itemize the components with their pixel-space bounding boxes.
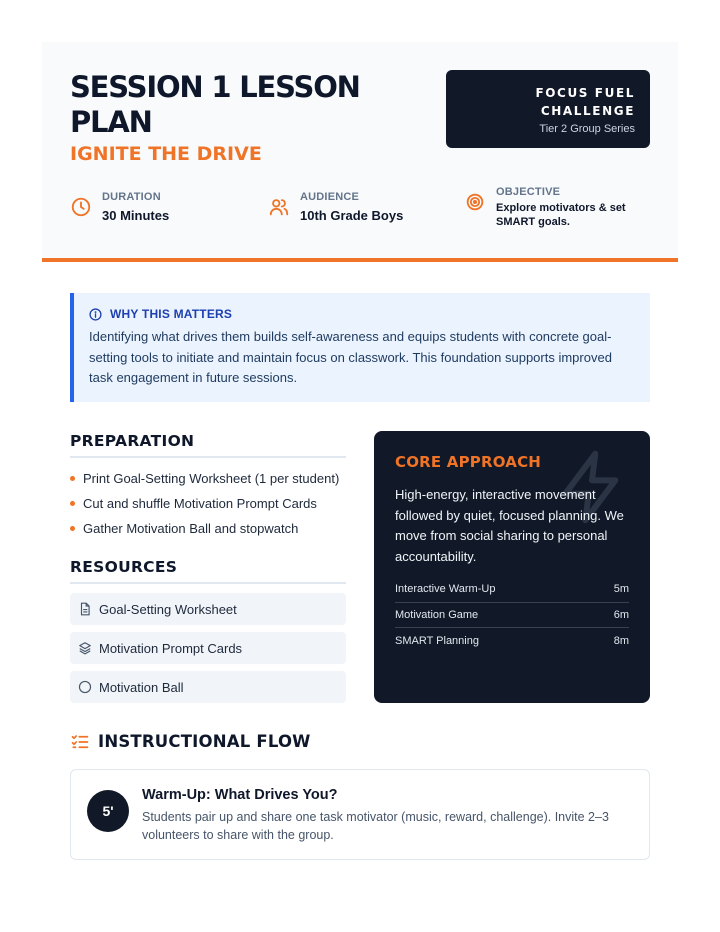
why-text: Identifying what drives them builds self-awareness and equips students with concrete goal-setting tools to initiate and maintain focus on classwork. This foundation supports improved task engagement in future sessions. [89, 329, 612, 385]
meta-duration [70, 190, 169, 224]
resource-label: Motivation Ball [99, 679, 184, 695]
resource-item [70, 671, 346, 703]
meta-label: AUDIENCE [300, 191, 360, 203]
list-item: Cut and shuffle Motivation Prompt Cards [70, 491, 346, 516]
timeline-row [395, 577, 629, 603]
page-subtitle: IGNITE THE DRIVE [70, 143, 262, 165]
resource-label: Motivation Prompt Cards [99, 640, 243, 656]
target-icon [464, 191, 486, 213]
checklist-icon [70, 733, 90, 751]
meta-value: 30 Minutes [102, 208, 170, 223]
timeline-row [395, 628, 629, 654]
timeline-label: Motivation Game [395, 608, 479, 621]
badge-subtitle: Tier 2 Group Series [539, 123, 635, 135]
timeline-time: 6m [613, 608, 629, 621]
why-this-matters-callout [70, 293, 650, 402]
resource-label: Goal-Setting Worksheet [99, 601, 237, 617]
preparation-list [70, 466, 346, 541]
step-duration-badge: 5' [87, 790, 129, 832]
timeline-label: Interactive Warm-Up [395, 583, 496, 596]
users-icon [268, 196, 290, 218]
meta-objective [464, 185, 636, 229]
header [42, 42, 678, 262]
core-heading: CORE APPROACH [395, 453, 542, 471]
meta-label: OBJECTIVE [496, 186, 561, 198]
why-heading [89, 307, 632, 321]
core-timeline [395, 577, 629, 654]
info-icon [89, 308, 102, 321]
meta-value: 10th Grade Boys [300, 208, 404, 223]
resource-item [70, 632, 346, 664]
timeline-row [395, 603, 629, 629]
layers-icon [78, 641, 92, 655]
lesson-plan-page [42, 42, 678, 842]
page-title: SESSION 1 LESSON PLAN [70, 70, 360, 139]
preparation-heading: PREPARATION [70, 432, 346, 458]
meta-audience [268, 190, 403, 224]
list-item: Print Goal-Setting Worksheet (1 per student) [70, 466, 346, 491]
resource-item [70, 593, 346, 625]
timeline-label: SMART Planning [395, 634, 479, 647]
resources-heading: RESOURCES [70, 558, 346, 584]
step-title: Warm-Up: What Drives You? [142, 787, 338, 803]
series-badge [446, 70, 650, 148]
timeline-time: 5m [613, 583, 629, 596]
document-icon [78, 602, 92, 616]
meta-value: Explore motivators & set SMART goals. [496, 202, 626, 228]
list-item: Gather Motivation Ball and stopwatch [70, 516, 346, 541]
why-heading-label: WHY THIS MATTERS [110, 307, 233, 321]
meta-label: DURATION [102, 191, 161, 203]
flow-step-card [70, 769, 650, 860]
instructional-flow-heading [70, 732, 311, 751]
badge-title: FOCUS FUEL CHALLENGE [535, 86, 635, 118]
circle-icon [78, 680, 92, 694]
timeline-time: 8m [613, 634, 629, 647]
core-text: High-energy, interactive movement followed by quiet, focused planning. We move from social sharing to personal accountability. [395, 487, 624, 564]
core-approach-card [374, 431, 650, 703]
clock-icon [70, 196, 92, 218]
flow-heading-label: INSTRUCTIONAL FLOW [98, 732, 311, 751]
step-text: Students pair up and share one task motivator (music, reward, challenge). Invite 2–3 volunteers to share with the group. [142, 810, 609, 842]
